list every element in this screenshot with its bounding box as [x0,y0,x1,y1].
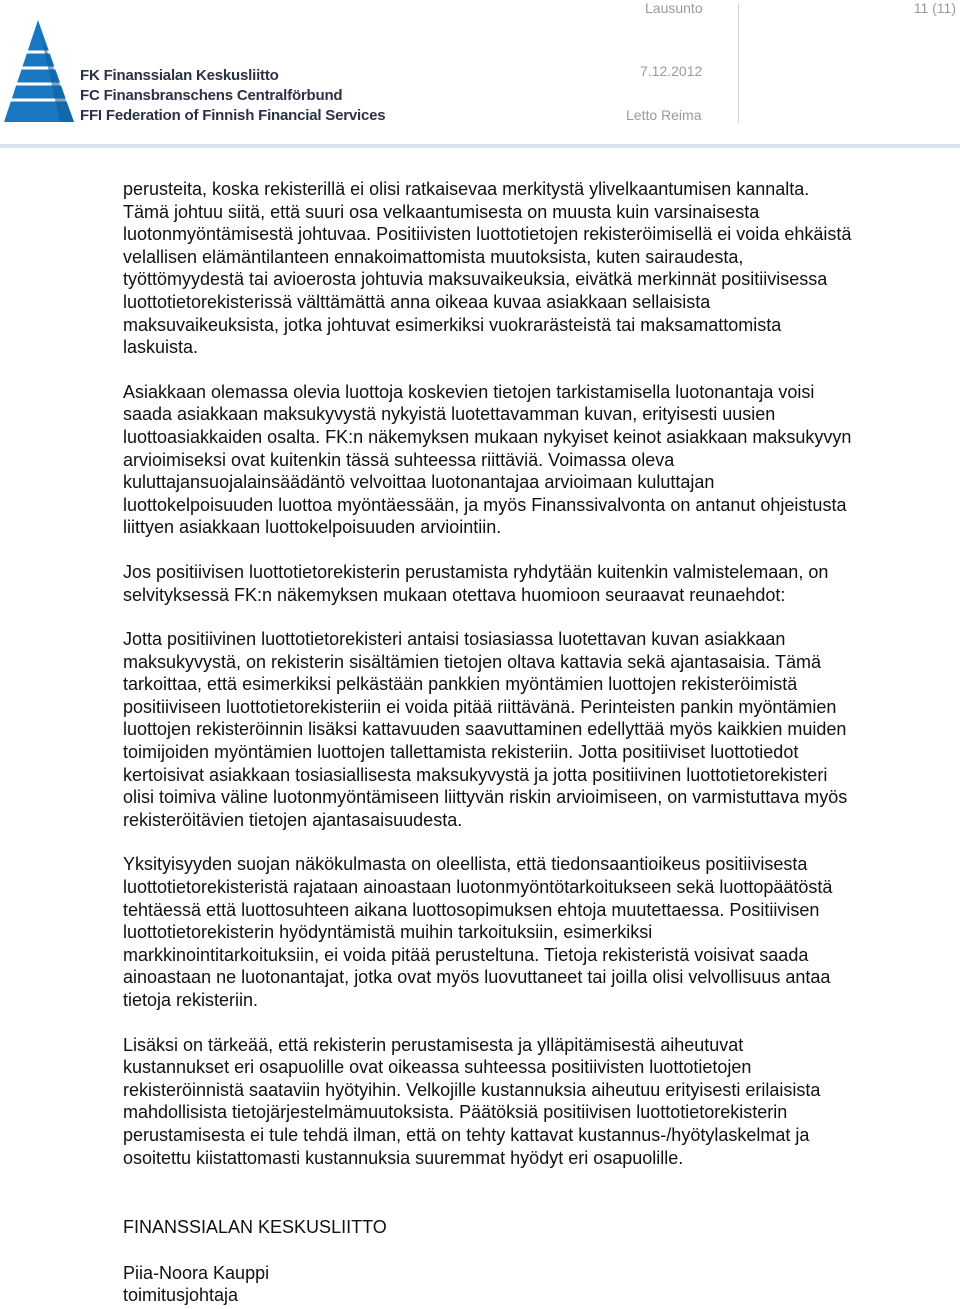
paragraph-line: luottotietorekisteristä rajataan ainoastaan luotonmyöntötarkoitukseen sekä luottopäätöstä [123,877,833,898]
logo-line-fc: FC Finansbranschens Centralförbund [80,87,343,104]
paragraph-line: tietoja rekisteriin. [123,990,259,1010]
signature-title: toimitusjohtaja [123,1285,239,1305]
paragraph-line: luottojen rekisteröinnin lisäksi kattavuuden saavuttaminen edellyttää myös kaikkien muiden [123,719,847,740]
header-divider [738,3,739,123]
paragraph-line: liittyen asiakkaan luottokelpoisuuden arviointiin. [123,517,502,538]
paragraph-line: Lisäksi on tärkeää, että rekisterin perustamisesta ja ylläpitämisestä aiheutuvat [123,1034,744,1055]
logo-line-fk: FK Finanssialan Keskusliitto [80,67,279,84]
paragraph-line: rekisteröitävien tietojen ajantasaisuudesta. [123,809,463,830]
paragraph-line: laskuista. [123,337,199,358]
paragraph-line: luottoasiakkaiden osalta. FK:n näkemyksen mukaan nykyiset keinot asiakkaan maksukyvyn [123,426,852,447]
logo-line-ffi: FFI Federation of Finnish Financial Services [80,107,386,124]
paragraph-line: rekisteröinnistä saataviin hyötyihin. Velkojille kustannuksia aiheutuu erityisesti erilaisista [123,1079,821,1100]
paragraph-line: osoitettu kiistattomasti kustannuksia suuremmat hyödyt eri osapuolille. [123,1147,684,1168]
body-paragraph [123,1034,960,1170]
paragraph-line: arvioimiseksi ovat kuitenkin tässä suhteessa riittäviä. Voimassa oleva [123,449,675,470]
paragraph-line: luottokelpoisuuden luottoa myöntäessään, ja myös Finanssivalvonta on antanut ohjeistusta [123,494,847,515]
logo-triangle-icon [0,18,80,126]
document-type: Lausunto [645,0,703,16]
paragraph-line: Yksityisyyden suojan näkökulmasta on oleellista, että tiedonsaantioikeus positiivisesta [123,854,808,875]
page-header [0,0,960,148]
paragraph-line: työttömyydestä tai avioerosta johtuvia maksuvaikeuksia, eivätkä merkinnät positiivisessa [123,269,828,290]
paragraph-line: velallisen elämäntilanteen ennakoimattomista muutoksista, kuten sairaudesta, [123,246,744,267]
document-date: 7.12.2012 [640,63,703,79]
paragraph-line: tehtäessä että luottosuhteen aikana luottosopimuksen ehtoja muutettaessa. Positiivisen [123,899,820,920]
paragraph-line: perustamisesta ei tule tehdä ilman, että on tehty kattavat kustannus-/hyötylaskelmat ja [123,1124,810,1145]
signature-organization: FINANSSIALAN KESKUSLIITTO [123,1217,387,1237]
document-body [123,178,960,1191]
logo-text [80,66,385,126]
paragraph-line: positiiviseen luottotietorekisteriin ei voida pitää riittävänä. Perinteisten pankin myöntämien [123,696,837,717]
paragraph-line: maksukyvystä, on rekisterin sisältämien tietojen oltava kattavia sekä ajantasaisia. Tämä [123,651,821,672]
paragraph-line: kustannukset eri osapuolille ovat oikeassa suhteessa positiivisten luottotietojen [123,1057,752,1078]
paragraph-line: kuluttajansuojalainsäädäntö velvoittaa luotonantajaa arvioimaan kuluttajan [123,472,715,493]
paragraph-line: luottotietorekisterissä välttämättä anna oikeaa kuvaa asiakkaan sellaisista [123,291,711,312]
body-paragraph [123,561,960,606]
header-rule [0,144,960,148]
paragraph-line: ainoastaan ne luotonantajat, jotka ovat myös luovuttaneet tai joilla olisi velvollisuus antaa [123,967,831,988]
paragraph-line: markkinointitarkoituksiin, ei voida pitää perusteltuna. Tietoja rekisteristä voisivat saada [123,944,809,965]
body-paragraph [123,381,960,539]
document-author: Letto Reima [626,107,702,123]
paragraph-line: kertoisivat asiakkaan tosiasiallisesta maksukyvystä ja jotta positiivinen luottotietorekisteri [123,764,828,785]
body-paragraph [123,853,960,1011]
paragraph-line: maksuvaikeuksista, jotka johtuvat esimerkiksi vuokrarästeistä tai maksamattomista [123,314,782,335]
paragraph-line: Jotta positiivinen luottotietorekisteri antaisi tosiasiassa luotettavan kuvan asiakkaan [123,629,786,650]
paragraph-line: luottotietorekisterin hyödyntämistä muihin tarkoituksiin, esimerkiksi [123,922,653,943]
paragraph-line: toimijoiden myöntämien luottojen tallettamista rekisteriin. Jotta positiiviset luottotiedot [123,742,799,763]
paragraph-line: saada asiakkaan maksukyvystä nykyistä luotettavamman kuvan, erityisesti uusien [123,404,776,425]
organization-logo [0,18,390,128]
body-paragraph [123,178,960,359]
paragraph-line: Tämä johtuu siitä, että suuri osa velkaantumisesta on muusta kuin varsinaisesta [123,201,760,222]
signature-name: Piia-Noora Kauppi [123,1263,270,1283]
paragraph-line: mahdollisista tietojärjestelmämuutoksista. Päätöksiä positiivisen luottotietorekisterin [123,1102,788,1123]
paragraph-line: luotonmyöntämisestä johtuvaa. Positiivisten luottotietojen rekisteröimisellä ei voida ehkäistä [123,224,852,245]
page-number: 11 (11) [913,0,956,16]
paragraph-line: tarkoittaa, että esimerkiksi pelkästään pankkien myöntämien luottojen rekisteröimistä [123,674,798,695]
paragraph-line: perusteita, koska rekisterillä ei olisi ratkaisevaa merkitystä ylivelkaantumisen kannalta. [123,179,810,199]
paragraph-line: Jos positiivisen luottotietorekisterin perustamista ryhdytään kuitenkin valmistelemaan, on [123,561,829,582]
body-paragraph [123,628,960,831]
paragraph-line: selvityksessä FK:n näkemyksen mukaan otettava huomioon seuraavat reunaehdot: [123,584,786,605]
paragraph-line: olisi toimiva väline luotonmyöntämiseen liittyvän riskin arvioimiseen, on varmistuttava myös [123,787,848,808]
paragraph-line: Asiakkaan olemassa olevia luottoja koskevien tietojen tarkistamisella luotonantaja voisi [123,381,815,402]
